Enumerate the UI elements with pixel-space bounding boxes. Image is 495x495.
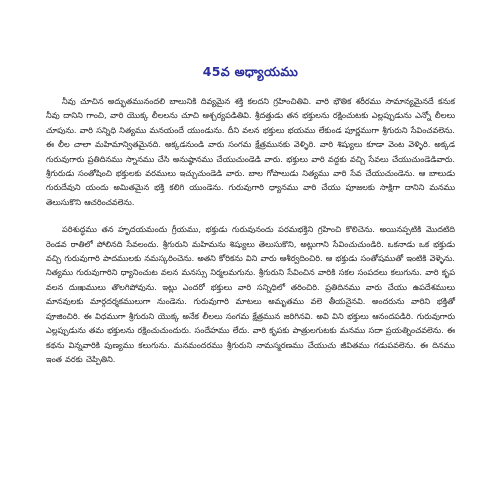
paragraph-2: పరిశుద్ధము తన హృదయమందు గ్రీయము, భక్తుడు గురువునందు పరమభక్తిని గ్రహించి కొలిచెను. అయినప్పటికి మొదటిది రెండవ రాతిలో పోలినది సేవలందు. శ్రీగురుని మహిమను శిష్యులు తెలుసుకొని, అట్లుగాని సేవించుచుండిరి. ఒకనాడు ఒక భక్తుడు వచ్చి గురువుగారి పాదములకు నమస్కరించెను. అతని కోరికను విని వారు ఆశీర్వదించిరి. ఆ భక్తుడు సంతోషముతో ఇంటికి వెళ్ళెను. నిత్యము గురువుగారిని ధ్యానించుట వలన మనస్సు నిర్మలమగును. శ్రీగురుని సేవించిన వారికి సకల సంపదలు కలుగును. వారి కృప వలన దుఃఖములు తొలగిపోవును. ఇట్లు ఎందరో భక్తులు వారి సన్నిధిలో తరించిరి. ప్రతిదినము వారు చేయు ఉపదేశములు మానవులకు మార్గదర్శకములుగా నుండెను. గురువుగారి మాటలు అమృతము వలె తీయనైనవి. అందరును వారిని భక్తితో పూజించిరి. ఈ విధముగా శ్రీగురుని యొక్క అనేక లీలలు సంగమ క్షేత్రమున జరిగినవి. అవి విని భక్తులు ఆనందపడిరి. గురువుగారు ఎల్లప్పుడును తమ భక్తులను రక్షించుచుందురు. సందేహము లేదు. వారి కృపకు పాత్రులగుటకు మనము సదా ప్రయత్నించవలెను. ఈ కథను విన్నవారికి పుణ్యము కలుగును. మనమందరము శ్రీగురుని నామస్మరణము చేయుచు జీవితము గడుపవలెను. ఈ దినము ఇంత వరకు చెప్పితిని.	[46, 224, 455, 364]
chapter-title: 45వ అధ్యాయము	[202, 64, 299, 79]
paragraph-1: నీవు చూచిన అద్భుతమునందలి బాలునికి దివ్యమైన శక్తి కలదని గ్రహించితివి. వారి భౌతిక శరీరము సామాన్యమైనదే కనుక నీవు దానిని గాంచి, వారి యొక్క లీలలను చూచి ఆశ్చర్యపడితివి. శ్రీదత్తుడు తన భక్తులను రక్షించుటకు ఎల్లప్పుడును ఎన్నో లీలలు చూపును. వారి సన్నిధి నిత్యము మనయందే యుండును. దీని వలన భక్తులు భయము లేకుండ పూర్ణముగా శ్రీగురుని సేవించవలెను. ఈ లీల చాలా మహిమాన్వితమైనది. అక్కడనుండి వారు సంగమ క్షేత్రమునకు వెళ్ళిరి. వారి శిష్యులు కూడా వెంట వెళ్ళిరి. అక్కడ గురువుగారు ప్రతిదినము స్నానము చేసి అనుష్ఠానము చేయుచుండెడి వారు. భక్తులు వారి వద్దకు వచ్చి సేవలు చేయుచుండెడివారు. శ్రీగురుడు సంతోషించి భక్తులకు వరములు ఇచ్చుచుండెడి వారు. బాల గోపాలుడు నిత్యము వారి సేవ చేయుచుండెను. ఆ బాలుడు గురుదేవుని యందు అమితమైన భక్తి కలిగి యుండెను. గురువుగారి ధ్యానము వారి చేయు పూజలకు సాక్షిగా దానిని మనము తెలుసుకొని ఆచరించవలెను.	[46, 96, 455, 207]
